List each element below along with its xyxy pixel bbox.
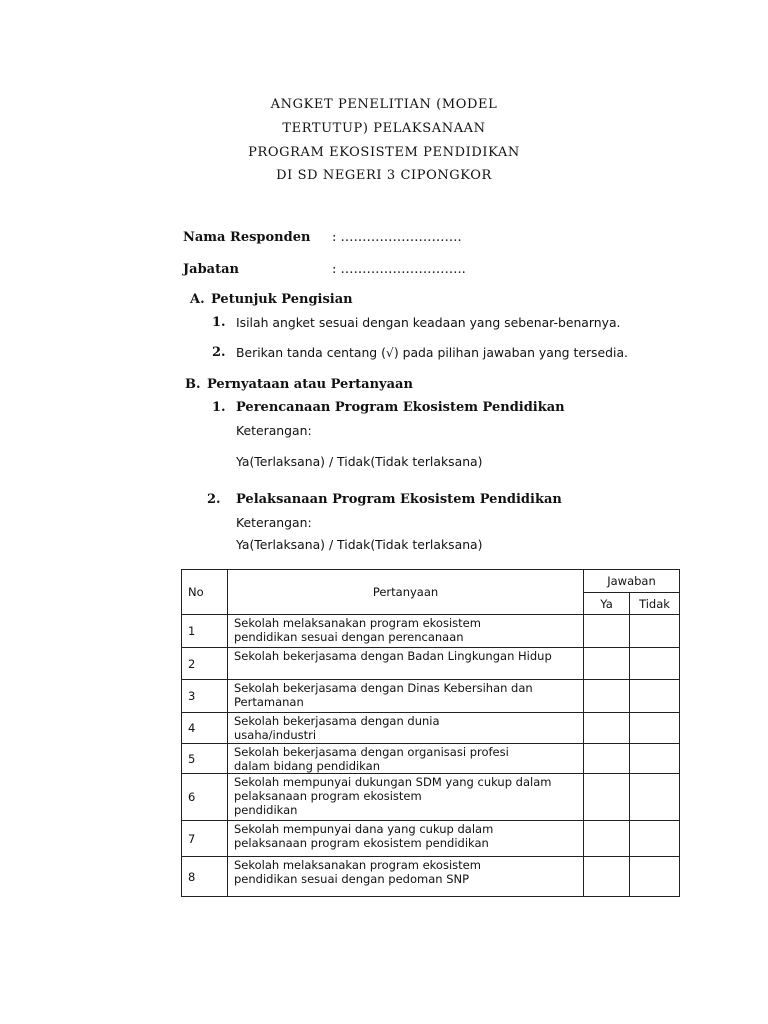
title-line-4: DI SD NEGERI 3 CIPONGKOR (276, 168, 492, 183)
answer-no-cell[interactable] (630, 744, 680, 774)
row-question: Sekolah mempunyai dukungan SDM yang cukup dalam pelaksanaan program ekosistem pendidikan (228, 774, 584, 821)
title-line-1: ANGKET PENELITIAN (MODEL (270, 97, 498, 112)
header-no-answer: Tidak (630, 593, 680, 615)
row-number: 2 (182, 648, 228, 680)
subsection-2-note-label: Keterangan: (236, 515, 312, 530)
header-yes: Ya (584, 593, 630, 615)
answer-no-cell[interactable] (630, 615, 680, 648)
row-number: 4 (182, 713, 228, 744)
row-question: Sekolah bekerjasama dengan Dinas Kebersihan dan Pertamanan (228, 680, 584, 713)
header-question: Pertanyaan (228, 570, 584, 615)
respondent-name-label: Nama Responden (183, 230, 311, 245)
instruction-2-number: 2. (212, 345, 226, 360)
instruction-2-text: Berikan tanda centang (√) pada pilihan jawaban yang tersedia. (236, 345, 628, 360)
instruction-1-text: Isilah angket sesuai dengan keadaan yang sebenar-benarnya. (236, 315, 621, 330)
table-row (182, 648, 680, 680)
instruction-1-number: 1. (212, 315, 226, 330)
answer-no-cell[interactable] (630, 821, 680, 857)
respondent-role-field[interactable]: : ……………………….. (332, 262, 466, 277)
row-number: 7 (182, 821, 228, 857)
row-question: Sekolah melaksanakan program ekosistem pendidikan sesuai dengan perencanaan (228, 615, 584, 648)
header-answer: Jawaban (584, 570, 680, 593)
row-question: Sekolah mempunyai dana yang cukup dalam pelaksanaan program ekosistem pendidikan (228, 821, 584, 857)
table-row (182, 680, 680, 713)
row-question: Sekolah bekerjasama dengan organisasi profesi dalam bidang pendidikan (228, 744, 584, 774)
answer-no-cell[interactable] (630, 713, 680, 744)
answer-no-cell[interactable] (630, 774, 680, 821)
subsection-1-number: 1. (212, 400, 226, 415)
subsection-1-note-text: Ya(Terlaksana) / Tidak(Tidak terlaksana) (236, 454, 483, 469)
section-a-heading: Petunjuk Pengisian (211, 292, 353, 307)
subsection-2-note-text: Ya(Terlaksana) / Tidak(Tidak terlaksana) (236, 537, 483, 552)
table-row (182, 615, 680, 648)
answer-yes-cell[interactable] (584, 680, 630, 713)
row-number: 6 (182, 774, 228, 821)
section-b-heading: Pernyataan atau Pertanyaan (207, 377, 413, 392)
answer-yes-cell[interactable] (584, 821, 630, 857)
respondent-role-label: Jabatan (183, 262, 239, 277)
section-b-marker: B. (185, 377, 201, 392)
answer-yes-cell[interactable] (584, 774, 630, 821)
answer-yes-cell[interactable] (584, 857, 630, 897)
title-line-2: TERTUTUP) PELAKSANAAN (282, 121, 486, 136)
table-row (182, 744, 680, 774)
table-row (182, 713, 680, 744)
answer-no-cell[interactable] (630, 680, 680, 713)
subsection-2-heading: Pelaksanaan Program Ekosistem Pendidikan (236, 492, 562, 507)
row-question: Sekolah bekerjasama dengan Badan Lingkungan Hidup (228, 648, 584, 680)
answer-yes-cell[interactable] (584, 744, 630, 774)
table-header-row (182, 570, 680, 593)
answer-yes-cell[interactable] (584, 615, 630, 648)
row-question: Sekolah bekerjasama dengan dunia usaha/industri (228, 713, 584, 744)
answer-yes-cell[interactable] (584, 648, 630, 680)
row-question: Sekolah melaksanakan program ekosistem pendidikan sesuai dengan pedoman SNP (228, 857, 584, 897)
table-row (182, 774, 680, 821)
subsection-1-note-label: Keterangan: (236, 423, 312, 438)
table-row (182, 821, 680, 857)
respondent-name-field[interactable]: : ………………………. (332, 230, 462, 245)
answer-no-cell[interactable] (630, 648, 680, 680)
table-row (182, 857, 680, 897)
questionnaire-table (181, 569, 680, 897)
subsection-1-heading: Perencanaan Program Ekosistem Pendidikan (236, 400, 565, 415)
row-number: 3 (182, 680, 228, 713)
answer-yes-cell[interactable] (584, 713, 630, 744)
title-line-3: PROGRAM EKOSISTEM PENDIDIKAN (248, 145, 520, 160)
header-no: No (182, 570, 228, 615)
row-number: 8 (182, 857, 228, 897)
section-a-marker: A. (190, 292, 205, 307)
row-number: 5 (182, 744, 228, 774)
row-number: 1 (182, 615, 228, 648)
subsection-2-number: 2. (207, 492, 221, 507)
answer-no-cell[interactable] (630, 857, 680, 897)
